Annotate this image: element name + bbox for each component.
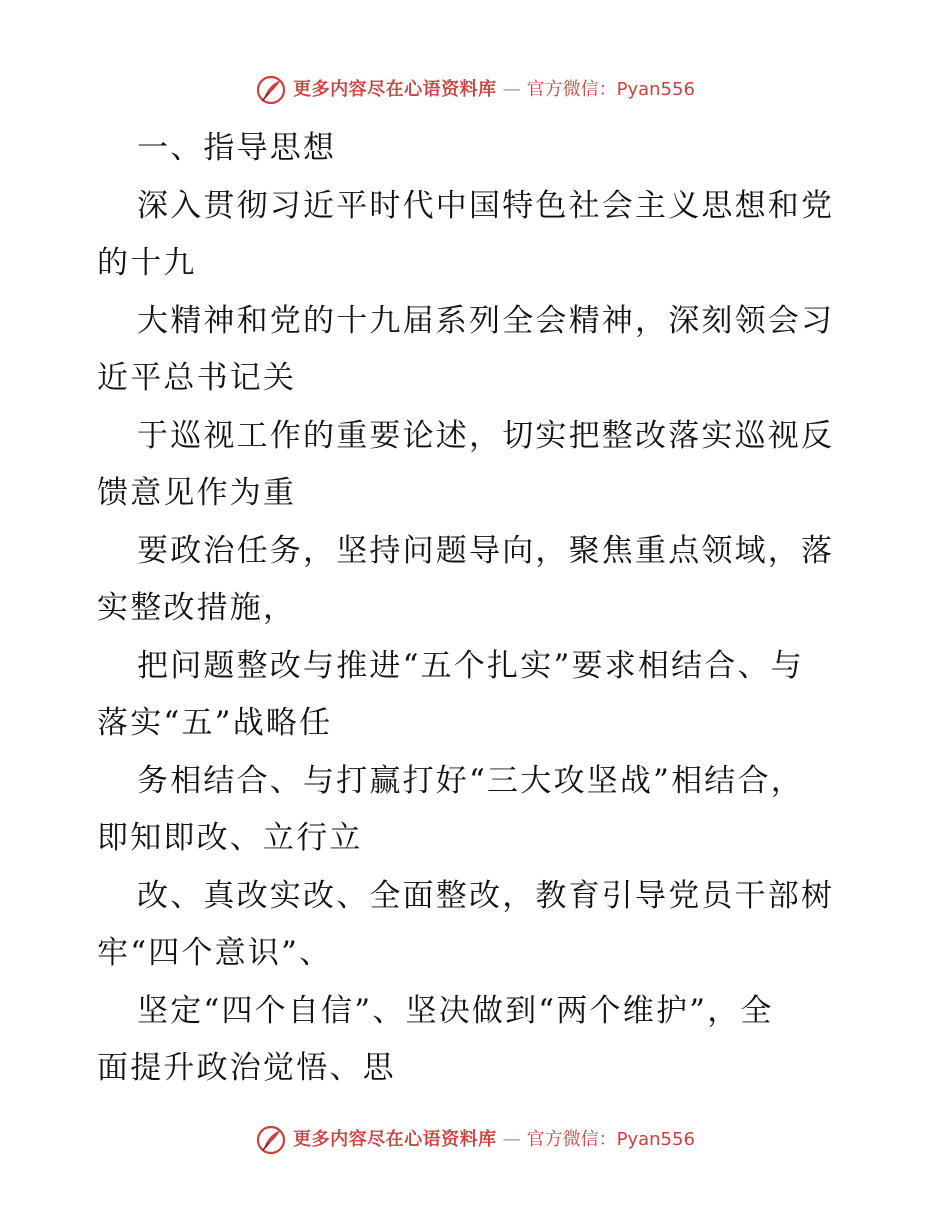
paragraph-line: 面提升政治觉悟、思	[97, 1050, 396, 1086]
paragraph-line: 牢“四个意识”、	[97, 935, 333, 971]
paragraph-line: 务相结合、与打赢打好“三大攻坚战”相结合，	[137, 762, 804, 799]
paragraph-line: 近平总书记关	[97, 360, 297, 396]
paragraph-line: 实整改措施，	[97, 590, 297, 626]
document-body	[97, 120, 857, 1098]
watermark-dash: —	[502, 79, 521, 100]
paragraph-line: 于巡视工作的重要论述，切实把整改落实巡视反	[137, 417, 835, 454]
heading-guiding-ideology: 一、指导思想	[137, 130, 337, 166]
paragraph-line: 坚定“四个自信”、坚决做到“两个维护”，全	[137, 992, 774, 1029]
feather-quill-logo-icon	[255, 1124, 287, 1156]
feather-quill-logo-icon	[255, 74, 287, 106]
watermark-dash: —	[502, 1129, 521, 1150]
header-watermark	[0, 70, 950, 110]
paragraph-line: 即知即改、立行立	[97, 820, 363, 856]
watermark-wechat-text: 官方微信：Pyan556	[526, 1129, 695, 1150]
paragraph-line: 落实“五”战略任	[97, 705, 333, 741]
watermark-brand-text: 更多内容尽在心语资料库	[293, 1129, 497, 1150]
footer-watermark	[0, 1120, 950, 1160]
paragraph-line: 的十九	[97, 245, 197, 281]
paragraph-line: 改、真改实改、全面整改，教育引导党员干部树	[137, 877, 835, 914]
paragraph-line: 大精神和党的十九届系列全会精神，深刻领会习	[137, 302, 835, 339]
paragraph-line: 要政治任务，坚持问题导向，聚焦重点领域，落	[137, 532, 835, 569]
paragraph-line: 深入贯彻习近平时代中国特色社会主义思想和党	[137, 187, 835, 224]
paragraph-line: 把问题整改与推进“五个扎实”要求相结合、与	[137, 647, 804, 684]
paragraph-line: 馈意见作为重	[97, 475, 297, 511]
watermark-wechat-text: 官方微信：Pyan556	[526, 79, 695, 100]
watermark-brand-text: 更多内容尽在心语资料库	[293, 79, 497, 100]
